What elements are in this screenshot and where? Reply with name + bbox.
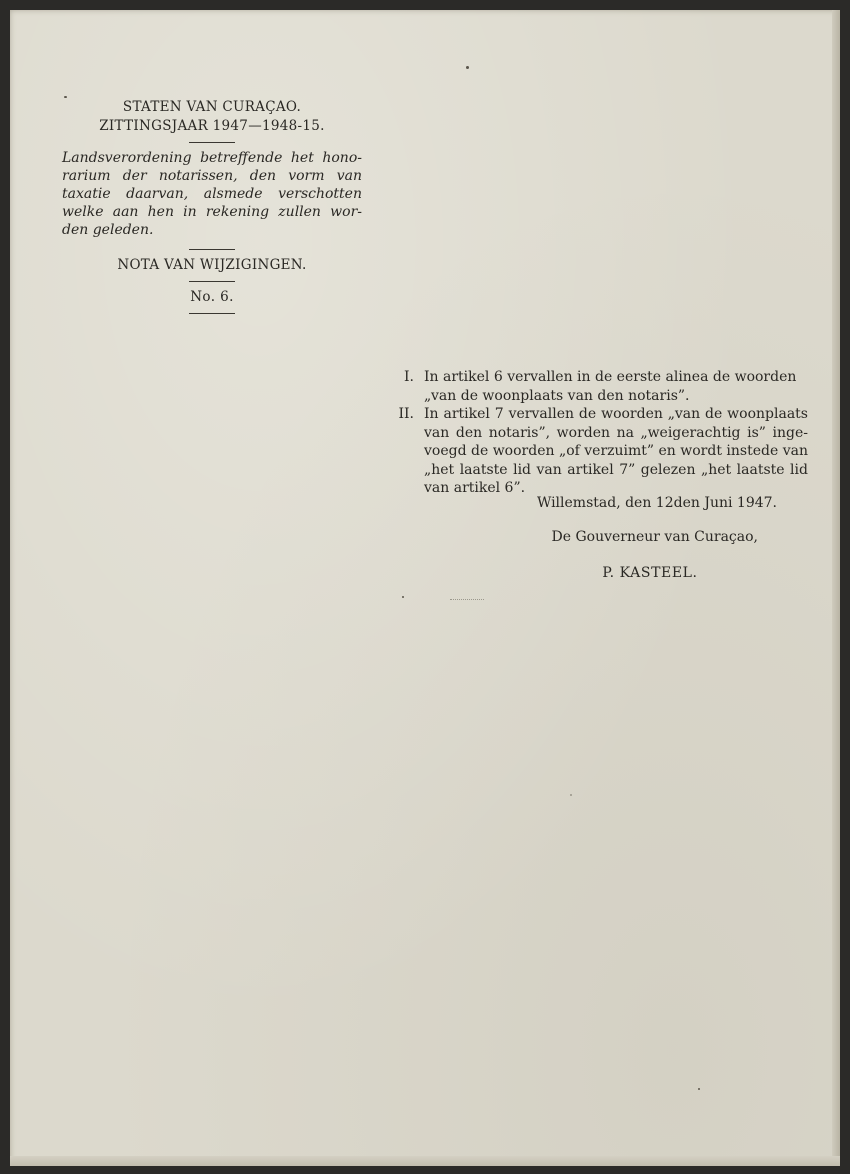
assembly-title: STATEN VAN CURAÇAO.: [122, 99, 302, 115]
amendments-block: [380, 368, 808, 498]
amendment-numeral: II.: [398, 406, 414, 422]
subject-line: welke aan hen in rekening zullen wor-: [62, 204, 362, 220]
scan-speck: [402, 596, 404, 598]
amendment-line: van artikel 6”.: [424, 480, 526, 496]
amendment-text: [424, 405, 808, 498]
session-year: ZITTINGSJAAR 1947—1948-15.: [99, 118, 325, 134]
signatory-name: P. KASTEEL.: [602, 565, 698, 581]
nota-number: No. 6.: [190, 289, 234, 305]
ordinance-subject: [62, 149, 362, 239]
header-rule-3: [189, 281, 235, 282]
amendment-item: [380, 368, 797, 405]
amendment-line: „het laatste lid van artikel 7” gelezen „het laatste lid: [424, 461, 808, 478]
amendment-numeral: I.: [404, 369, 414, 385]
amendment-line: In artikel 7 vervallen de woorden „van de woonplaats: [424, 406, 808, 422]
amendment-line: van den notaris”, worden na „weigerachtig is” inge-: [424, 424, 808, 441]
scan-speck: [466, 66, 469, 69]
paper-sheet: [10, 10, 840, 1166]
amendment-item: [380, 405, 808, 498]
amendment-line: voegd de woorden „of verzuimt” en wordt instede van: [424, 443, 808, 459]
place-and-date: Willemstad, den 12den Juni 1947.: [536, 495, 777, 511]
paper-bottom-edge: [10, 1156, 840, 1166]
subject-line: rarium der notarissen, den vorm van: [62, 168, 362, 184]
subject-line: den geleden.: [62, 222, 154, 238]
header-rule-1: [189, 142, 235, 143]
scan-speck: [698, 1088, 700, 1090]
nota-title: NOTA VAN WIJZIGINGEN.: [117, 257, 307, 273]
header-rule-2: [189, 249, 235, 250]
scan-speck: [64, 96, 67, 98]
amendment-line: „van de woonplaats van den notaris”.: [424, 387, 690, 404]
scan-mark: [450, 599, 484, 600]
amendment-text: [424, 368, 796, 405]
governor-title: De Gouverneur van Curaçao,: [551, 529, 758, 545]
amendment-line: In artikel 6 vervallen in de eerste alinea de woorden: [424, 369, 797, 385]
subject-line: Landsverordening betreffende het hono-: [62, 150, 362, 166]
scan-speck: [570, 794, 572, 796]
subject-line: taxatie daarvan, alsmede verschotten: [62, 186, 362, 202]
header-rule-4: [189, 313, 235, 314]
paper-right-edge: [832, 10, 840, 1166]
header-block: [62, 98, 362, 320]
